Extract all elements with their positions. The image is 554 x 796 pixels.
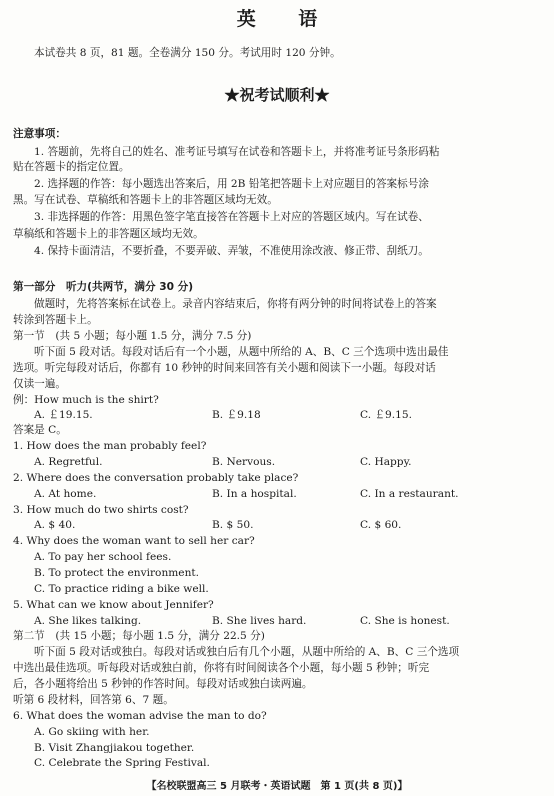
example-question: 例：How much is the shirt? bbox=[13, 394, 159, 406]
option-a: A. ￡19.15. bbox=[34, 409, 93, 421]
good-luck-banner: ★祝考试顺利★ bbox=[224, 86, 330, 104]
note-line: 2. 选择题的作答：每小题选出答案后，用 2B 铅笔把答题卡上对应题目的答案标号涂 bbox=[34, 178, 429, 190]
option-a: A. Go skiing with her. bbox=[34, 726, 150, 738]
option-b: B. To protect the environment. bbox=[34, 567, 200, 579]
question-5: 5. What can we know about Jennifer? bbox=[13, 599, 214, 611]
note-line: 4. 保持卡面清洁，不要折叠，不要弄破、弄皱，不准使用涂改液、修正带、刮纸刀。 bbox=[34, 245, 429, 257]
option-a: A. She likes talking. bbox=[34, 615, 142, 627]
question-2-options bbox=[34, 487, 534, 501]
example-answer: 答案是 C。 bbox=[13, 424, 67, 436]
note-line: 1. 答题前，先将自己的姓名、准考证号填写在试卷和答题卡上，并将准考证号条形码粘 bbox=[34, 146, 440, 158]
option-a: A. At home. bbox=[34, 488, 97, 500]
question-6: 6. What does the woman advise the man to do? bbox=[13, 710, 267, 722]
question-2: 2. Where does the conversation probably take place? bbox=[13, 472, 299, 484]
option-b: B. In a hospital. bbox=[212, 488, 297, 500]
material-6-label: 听第 6 段材料，回答第 6、7 题。 bbox=[13, 694, 174, 706]
example-options bbox=[34, 408, 534, 422]
note-line: 黑。写在试卷、草稿纸和答题卡上的非答题区域均无效。 bbox=[13, 194, 278, 206]
question-5-options bbox=[34, 614, 534, 628]
option-c: C. To practice riding a bike well. bbox=[34, 583, 209, 595]
question-3: 3. How much do two shirts cost? bbox=[13, 504, 189, 516]
option-c: C. ￡9.15. bbox=[360, 409, 413, 421]
option-c: C. $ 60. bbox=[360, 519, 402, 531]
note-line: 草稿纸和答题卡上的非答题区域均无效。 bbox=[13, 228, 204, 240]
option-c: C. She is honest. bbox=[360, 615, 450, 627]
part1-heading: 第一部分 听力(共两节，满分 30 分) bbox=[13, 281, 194, 293]
option-a: A. To pay her school fees. bbox=[34, 551, 172, 563]
option-b: B. $ 50. bbox=[212, 519, 254, 531]
section2-desc-line: 后，各小题将给出 5 秒钟的作答时间。每段对话或独白读两遍。 bbox=[13, 678, 313, 690]
section1-heading: 第一节 (共 5 小题；每小题 1.5 分，满分 7.5 分) bbox=[13, 330, 252, 342]
option-b: B. Visit Zhangjiakou together. bbox=[34, 742, 195, 754]
section1-desc-line: 选项。听完每段对话后，你都有 10 秒钟的时间来回答有关小题和阅读下一小题。每段对话 bbox=[13, 362, 436, 374]
question-4: 4. Why does the woman want to sell her car? bbox=[13, 535, 255, 547]
page-title: 英 语 bbox=[236, 8, 336, 30]
section2-desc-line: 听下面 5 段对话或独白。每段对话或独白后有几个小题，从题中所给的 A、B、C 三个选项 bbox=[34, 646, 460, 658]
option-c: C. Happy. bbox=[360, 456, 412, 468]
question-1-options bbox=[34, 455, 534, 469]
option-a: A. Regretful. bbox=[34, 456, 103, 468]
part1-desc-line: 做题时，先将答案标在试卷上。录音内容结束后，你将有两分钟的时间将试卷上的答案 bbox=[34, 298, 437, 310]
page-footer: 【名校联盟高三 5 月联考・英语试题 第 1 页(共 8 页)】 bbox=[146, 781, 408, 792]
option-b: B. Nervous. bbox=[212, 456, 276, 468]
note-line: 贴在答题卡的指定位置。 bbox=[13, 161, 130, 173]
part1-desc-line: 转涂到答题卡上。 bbox=[13, 314, 98, 326]
option-b: B. ￡9.18 bbox=[212, 409, 261, 421]
question-3-options bbox=[34, 518, 534, 532]
option-b: B. She lives hard. bbox=[212, 615, 307, 627]
notes-heading: 注意事项： bbox=[13, 128, 66, 140]
exam-intro: 本试卷共 8 页，81 题。全卷满分 150 分。考试用时 120 分钟。 bbox=[34, 47, 341, 59]
section1-desc-line: 听下面 5 段对话。每段对话后有一个小题，从题中所给的 A、B、C 三个选项中选出最佳 bbox=[34, 346, 449, 358]
option-a: A. $ 40. bbox=[34, 519, 76, 531]
section2-desc-line: 中选出最佳选项。听每段对话或独白前，你将有时间阅读各个小题，每小题 5 秒钟；听完 bbox=[13, 662, 430, 674]
option-c: C. In a restaurant. bbox=[360, 488, 459, 500]
note-line: 3. 非选择题的作答：用黑色签字笔直接答在答题卡上对应的答题区域内。写在试卷、 bbox=[34, 211, 429, 223]
section1-desc-line: 仅读一遍。 bbox=[13, 378, 66, 390]
section2-heading: 第二节 (共 15 小题；每小题 1.5 分，满分 22.5 分) bbox=[13, 630, 265, 642]
option-c: C. Celebrate the Spring Festival. bbox=[34, 757, 210, 769]
question-1: 1. How does the man probably feel? bbox=[13, 440, 207, 452]
